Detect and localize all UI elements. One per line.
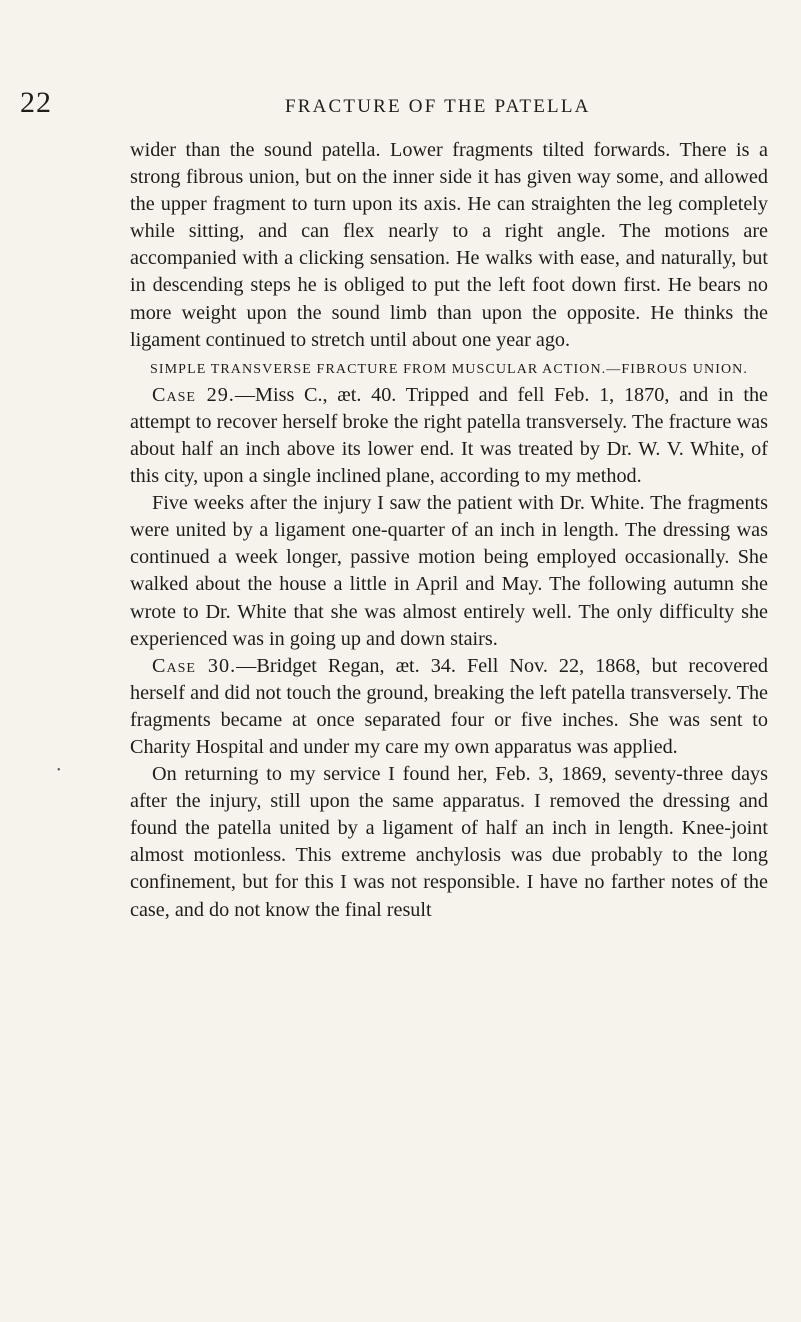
paragraph-returning: On returning to my service I found her, Feb. 3, 1869, seventy-three days after the injury, still upon the same apparatus. I removed the dressing and found the patella united by a ligament of half an inch in length. Knee-joint almost motionless. This extreme anchylosis was due probably to the long confinement, but for this I was not responsible. I have no farther notes of the case, and do not know the final result [130, 763, 768, 921]
section-heading: SIMPLE TRANSVERSE FRACTURE FROM MUSCULAR ACTION.—FIBROUS UNION. [149, 361, 748, 377]
margin-mark: • [57, 765, 61, 776]
case-29-label: Case 29. [152, 383, 235, 406]
case-30-text: —Bridget Regan, æt. 34. Fell Nov. 22, 1868, but recovered herself and did not touch the ground, breaking the left patella transversely. The fragments became at once separated four or five inches. She was sent to Charity Hospital and under my care my own apparatus was applied. [130, 654, 768, 758]
page-header [0, 86, 801, 132]
paragraph-case-30 [130, 653, 768, 761]
page-number: 22 [20, 86, 52, 119]
paragraph-five-weeks: Five weeks after the injury I saw the patient with Dr. White. The fragments were united by a ligament one-quarter of an inch in length. The dressing was continued a week longer, passive motion being employed occasionally. She walked about the house a little in April and May. The following autumn she wrote to Dr. White that she was almost entirely well. The only difficulty she experienced was in going up and down stairs. [130, 492, 768, 650]
paragraph-case-29 [130, 382, 768, 490]
case-29-text: —Miss C., æt. 40. Tripped and fell Feb. 1, 1870, and in the attempt to recover herself broke the right patella transversely. The fracture was about half an inch above its lower end. It was treated by Dr. W. V. White, of this city, upon a single inclined plane, according to my method. [130, 383, 768, 488]
case-30-label: Case 30. [152, 654, 237, 677]
running-head: FRACTURE OF THE PATELLA [285, 96, 591, 117]
paragraph-continuation: wider than the sound patella. Lower fragments tilted forwards. There is a strong fibrous union, but on the inner side it has given way some, and allowed the upper fragment to turn upon its axis. He can straighten the leg completely while sitting, and can flex nearly to a right angle. The motions are accompanied with a clicking sensation. He walks with ease, and naturally, but in descending steps he is obliged to put the left foot down first. He bears no more weight upon the sound limb than upon the opposite. He thinks the ligament continued to stretch until about one year ago. [130, 139, 768, 351]
page-body [130, 137, 768, 924]
